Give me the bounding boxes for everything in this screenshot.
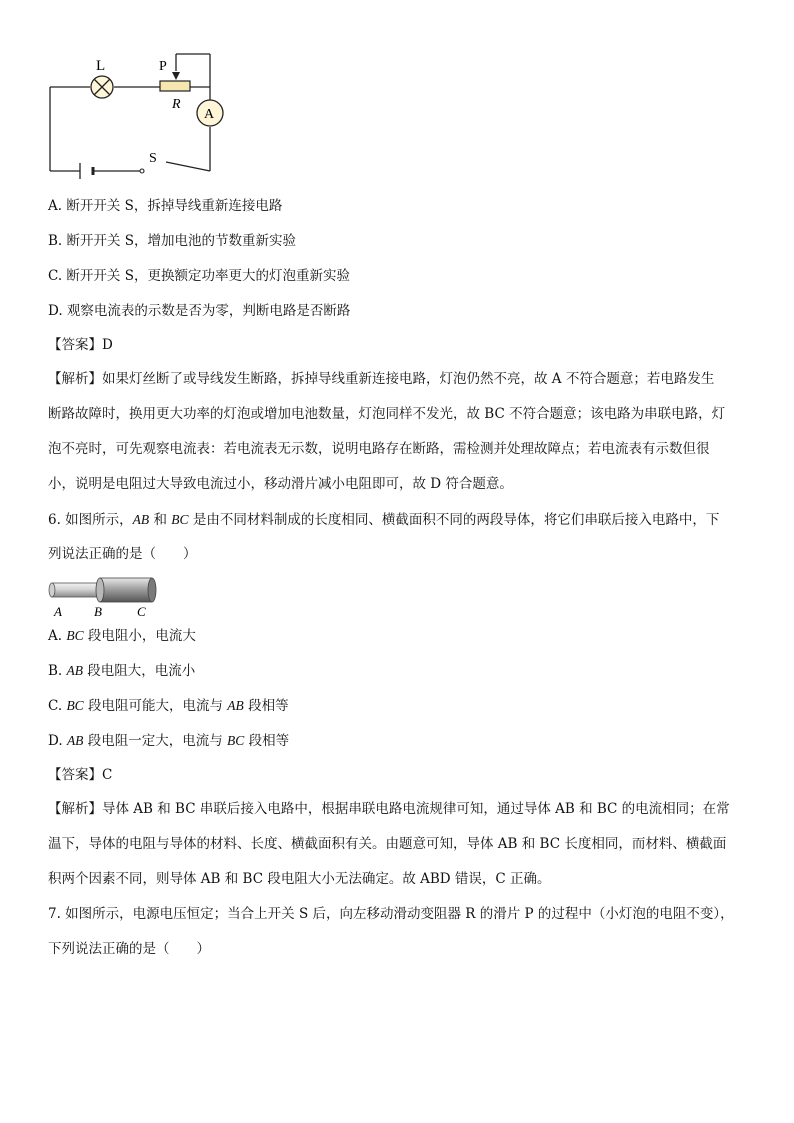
- q5-analysis-line: 【解析】如果灯丝断了或导线发生断路，拆掉导线重新连接电路，灯泡仍然不亮，故 A 不符合题意；若电路发生: [48, 371, 715, 387]
- option-prefix: A.: [48, 628, 67, 644]
- switch-label: S: [149, 151, 157, 166]
- q5-analysis: [48, 362, 754, 502]
- battery-symbol: [80, 163, 93, 179]
- slider-arrow-icon: [172, 72, 180, 80]
- option-text: 段电阻小，电流大: [83, 628, 196, 644]
- circuit-diagram: [40, 50, 230, 190]
- lamp-symbol: [91, 76, 113, 98]
- segment-label: AB: [66, 733, 84, 748]
- thin-conductor-ab: [52, 583, 102, 597]
- q6-option-d: [48, 732, 289, 750]
- q6-stem-text: 6. 如图所示，: [48, 512, 133, 528]
- q5-option-c: C. 断开开关 S，更换额定功率更大的灯泡重新实验: [48, 268, 350, 284]
- q6-analysis-line: 温下，导体的电阻与导体的材料、长度、横截面积有关。由题意可知，导体 AB 和 BC 长度相同，而材料、横截面: [48, 836, 727, 852]
- q6-analysis: [48, 792, 754, 897]
- q6-stem-line2: 列说法正确的是（ ）: [48, 546, 197, 562]
- q6-stem-text: 和: [149, 512, 172, 528]
- segment-label: AB: [227, 698, 244, 713]
- q7-stem-line: 下列说法正确的是（ ）: [48, 941, 210, 957]
- option-text: 段相等: [243, 698, 289, 714]
- option-text: 段电阻一定大，电流与: [83, 733, 228, 749]
- q5-answer: 【答案】D: [48, 337, 113, 353]
- q6-analysis-line: 积两个因素不同，则导体 AB 和 BC 段电阻大小无法确定。故 ABD 错误，C 正确。: [48, 871, 551, 887]
- q5-analysis-line: 断路故障时，换用更大功率的灯泡或增加电池数量，灯泡同样不发光，故 BC 不符合题意；该电路为串联电路，灯: [48, 406, 726, 422]
- option-text: 段电阻可能大，电流与: [83, 698, 228, 714]
- segment-label: AB: [66, 663, 84, 678]
- q5-analysis-line: 泡不亮时，可先观察电流表：若电流表无示数，说明电路存在断路，需检测并处理故障点；若电流表有示数但很: [48, 441, 710, 457]
- slider-label: P: [159, 59, 167, 74]
- segment-label: BC: [227, 733, 245, 748]
- q6-answer: 【答案】C: [48, 767, 113, 783]
- switch-symbol: [140, 169, 144, 173]
- q7-stem: [48, 897, 754, 967]
- option-text: 段相等: [244, 733, 290, 749]
- lamp-label: L: [96, 58, 106, 74]
- q6-stem-text: 是由不同材料制成的长度相同、横截面积不同的两段导体，将它们串联后接入电路中，下: [188, 512, 720, 528]
- point-b-label: B: [94, 604, 102, 619]
- q6-option-c: [48, 697, 289, 715]
- q5-option-d: D. 观察电流表的示数是否为零，判断电路是否断路: [48, 303, 351, 319]
- rheostat-symbol: [160, 81, 190, 91]
- q5-option-b: B. 断开开关 S，增加电池的节数重新实验: [48, 233, 297, 249]
- segment-label: AB: [132, 512, 150, 527]
- q7-stem-line: 7. 如图所示，电源电压恒定；当合上开关 S 后，向左移动滑动变阻器 R 的滑片 P 的过程中（小灯泡的电阻不变），: [48, 906, 734, 922]
- point-c-label: C: [137, 604, 146, 619]
- thick-conductor-bc: [100, 578, 152, 602]
- segment-label: BC: [66, 698, 84, 713]
- q6-option-b: [48, 662, 195, 680]
- q6-option-a: [48, 627, 196, 645]
- q6-stem-line1: [48, 511, 719, 529]
- segment-label: BC: [66, 628, 84, 643]
- segment-label: BC: [171, 512, 189, 527]
- ammeter-label: A: [204, 107, 215, 122]
- q5-option-a: A. 断开开关 S，拆掉导线重新连接电路: [48, 198, 283, 214]
- q5-analysis-line: 小，说明是电阻过大导致电流过小，移动滑片减小电阻即可，故 D 符合题意。: [48, 476, 513, 492]
- conductor-figure: [44, 574, 164, 620]
- option-text: 段电阻大，电流小: [83, 663, 196, 679]
- resistor-label: R: [172, 97, 181, 112]
- option-prefix: B.: [48, 663, 67, 679]
- option-prefix: C.: [48, 698, 67, 714]
- point-a-label: A: [54, 604, 62, 619]
- option-prefix: D.: [48, 733, 67, 749]
- q6-analysis-line: 【解析】导体 AB 和 BC 串联后接入电路中，根据串联电路电流规律可知，通过导体 AB 和 BC 的电流相同；在常: [48, 801, 730, 817]
